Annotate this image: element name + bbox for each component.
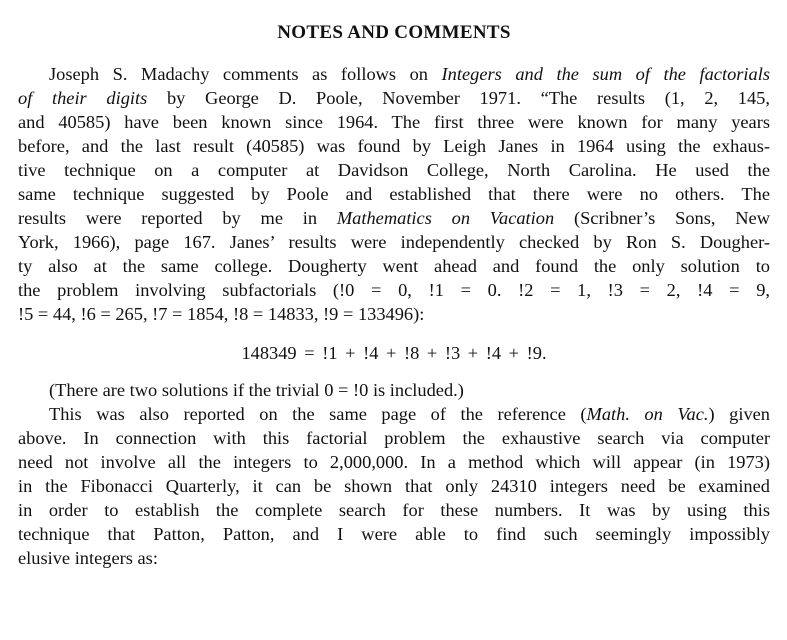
text-line: ty also at the same college. Dougherty went ahead and found the only solution to bbox=[18, 256, 770, 276]
text-line: need not involve all the integers to 2,000,000. In a method which will appear (in 1973) bbox=[18, 452, 770, 472]
text-line: (There are two solutions if the trivial 0 = !0 is included.) bbox=[49, 380, 464, 400]
page-title: NOTES AND COMMENTS bbox=[277, 22, 511, 43]
article-title-continued: of their digits bbox=[18, 88, 148, 108]
reference-abbreviation: Math. on Vac. bbox=[586, 404, 709, 424]
text-line: !5 = 44, !6 = 265, !7 = 1854, !8 = 14833, !9 = 133496): bbox=[18, 304, 425, 324]
text-line: York, 1966), page 167. Janes’ results were independently checked by Ron S. Dougher- bbox=[18, 232, 770, 252]
text-line: elusive integers as: bbox=[18, 548, 158, 568]
paragraph-madachy-comments bbox=[18, 62, 770, 326]
text-line: This was also reported on the same page of the reference (Math. on Vac.) given bbox=[49, 404, 770, 424]
text-line: tive technique on a computer at Davidson College, North Carolina. He used the bbox=[18, 160, 770, 180]
text-line: in the Fibonacci Quarterly, it can be shown that only 24310 integers need be examined bbox=[18, 476, 770, 496]
text-line: in order to establish the complete search for these numbers. It was by using this bbox=[18, 500, 770, 520]
text-line: above. In connection with this factorial problem the exhaustive search via computer bbox=[18, 428, 770, 448]
paragraph-search-method bbox=[18, 402, 770, 570]
subfactorial-formula: 148349 = !1 + !4 + !8 + !3 + !4 + !9. bbox=[241, 343, 547, 363]
text-line: same technique suggested by Poole and established that there were no others. The bbox=[18, 184, 770, 204]
text-line: technique that Patton, Patton, and I were able to find such seemingly impossibly bbox=[18, 524, 770, 544]
text-line: results were reported by me in Mathematics on Vacation (Scribner’s Sons, New bbox=[18, 208, 770, 228]
page bbox=[18, 14, 770, 570]
book-title: Mathematics on Vacation bbox=[336, 208, 555, 228]
text-line: before, and the last result (40585) was found by Leigh Janes in 1964 using the exhaus- bbox=[18, 136, 770, 156]
paragraph-trivial-solution bbox=[18, 378, 770, 402]
text-line: the problem involving subfactorials (!0 = 0, !1 = 0. !2 = 1, !3 = 2, !4 = 9, bbox=[18, 280, 770, 300]
text-line: Joseph S. Madachy comments as follows on Integers and the sum of the factorials bbox=[49, 64, 770, 84]
text-line: and 40585) have been known since 1964. The first three were known for many years bbox=[18, 112, 770, 132]
text-line: of their digits by George D. Poole, November 1971. “The results (1, 2, 145, bbox=[18, 88, 770, 108]
article-title: Integers and the sum of the factorials bbox=[441, 64, 770, 84]
